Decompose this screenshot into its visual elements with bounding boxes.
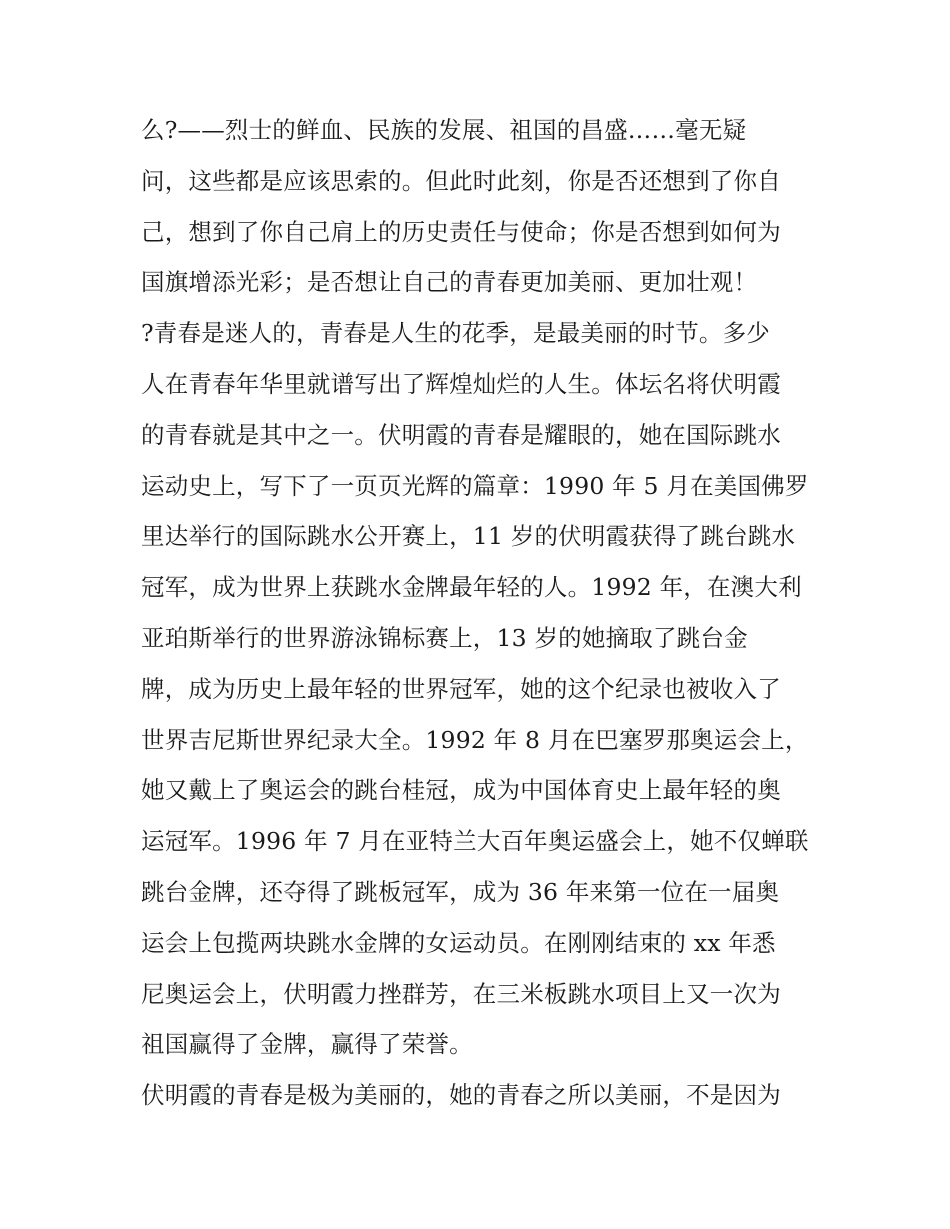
text-line: 运会上包揽两块跳水金牌的女运动员。在刚刚结束的 xx 年悉 bbox=[141, 928, 776, 957]
text-line: 她又戴上了奥运会的跳台桂冠，成为中国体育史上最年轻的奥 bbox=[141, 776, 781, 805]
text-line: 的青春就是其中之一。伏明霞的青春是耀眼的，她在国际跳水 bbox=[141, 420, 781, 449]
document-body bbox=[141, 105, 821, 1121]
text-line: 问，这些都是应该思索的。但此时此刻，你是否还想到了你自 bbox=[141, 166, 781, 195]
text-line: 尼奥运会上，伏明霞力挫群芳，在三米板跳水项目上又一次为 bbox=[141, 979, 781, 1008]
text-line: 祖国赢得了金牌，赢得了荣誉。 bbox=[141, 1030, 473, 1059]
text-line: ?青春是迷人的，青春是人生的花季，是最美丽的时节。多少 bbox=[141, 319, 770, 348]
text-line: 运冠军。1996 年 7 月在亚特兰大百年奥运盛会上，她不仅蝉联 bbox=[141, 827, 809, 856]
text-line: 么?——烈士的鲜血、民族的发展、祖国的昌盛……毫无疑 bbox=[141, 116, 747, 144]
text-line: 己，想到了你自己肩上的历史责任与使命；你是否想到如何为 bbox=[141, 217, 781, 246]
text-line: 运动史上，写下了一页页光辉的篇章：1990 年 5 月在美国佛罗 bbox=[141, 471, 809, 500]
text-line: 世界吉尼斯世界纪录大全。1992 年 8 月在巴塞罗那奥运会上， bbox=[141, 725, 809, 754]
text-line: 牌，成为历史上最年轻的世界冠军，她的这个纪录也被收入了 bbox=[141, 674, 781, 703]
text-line: 里达举行的国际跳水公开赛上，11 岁的伏明霞获得了跳台跳水 bbox=[141, 522, 796, 551]
text-line: 伏明霞的青春是极为美丽的，她的青春之所以美丽，不是因为 bbox=[141, 1081, 781, 1110]
text-line: 冠军，成为世界上获跳水金牌最年轻的人。1992 年，在澳大利 bbox=[141, 573, 802, 602]
text-line: 跳台金牌，还夺得了跳板冠军，成为 36 年来第一位在一届奥 bbox=[141, 877, 780, 906]
text-line: 亚珀斯举行的世界游泳锦标赛上，13 岁的她摘取了跳台金 bbox=[141, 623, 748, 652]
text-line: 国旗增添光彩；是否想让自己的青春更加美丽、更加壮观！ bbox=[141, 268, 758, 297]
text-line: 人在青春年华里就谱写出了辉煌灿烂的人生。体坛名将伏明霞 bbox=[141, 369, 781, 398]
